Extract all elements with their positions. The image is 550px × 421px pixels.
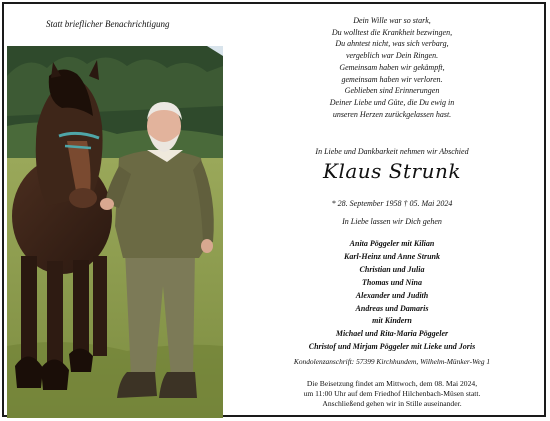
obituary-card bbox=[2, 2, 546, 417]
condolence-address: Kondolenzanschrift: 57399 Kirchhundem, Wilhelm-Münker-Weg 1 bbox=[293, 357, 491, 366]
man-with-horse-photo bbox=[7, 46, 223, 418]
poem-line: gemeinsam haben wir verloren. bbox=[341, 74, 443, 84]
funeral-line: Die Beisetzung findet am Mittwoch, dem 08. Mai 2024, bbox=[306, 379, 478, 388]
portrait-photo bbox=[7, 46, 223, 418]
text-column bbox=[236, 4, 548, 419]
funeral-line: um 11:00 Uhr auf dem Friedhof Hilchenbach-Müsen statt. bbox=[303, 388, 481, 398]
notice-header: Statt brieflicher Benachrichtigung bbox=[46, 19, 170, 29]
deceased-name: Klaus Strunk bbox=[323, 159, 461, 183]
life-dates: * 28. September 1958 † 05. Mai 2024 bbox=[331, 199, 453, 208]
mourner-line: Alexander und Judith bbox=[355, 290, 429, 300]
funeral-info bbox=[236, 379, 548, 408]
mourner-line: Christian und Julia bbox=[359, 264, 425, 274]
mourner-line: Michael und Rita-Maria Pöggeler bbox=[335, 329, 449, 339]
poem-line: unseren Herzen zurückgelassen hast. bbox=[332, 109, 452, 119]
poem-line: Geblieben sind Erinnerungen bbox=[344, 86, 440, 96]
mourner-line: Andreas und Damaris bbox=[355, 303, 429, 313]
mourner-line: Karl-Heinz und Anne Strunk bbox=[344, 251, 440, 261]
funeral-line: Anschließend gehen wir in Stille auseinander. bbox=[322, 398, 462, 408]
poem-line: Dein Wille war so stark, bbox=[353, 16, 431, 25]
mourner-line: mit Kindern bbox=[372, 316, 412, 326]
farewell-line: In Liebe lassen wir Dich gehen bbox=[342, 217, 442, 226]
farewell-intro: In Liebe und Dankbarkeit nehmen wir Abschied bbox=[315, 147, 469, 156]
poem-line: Gemeinsam haben wir gekämpft, bbox=[339, 62, 445, 72]
mourner-line: Christof und Mirjam Pöggeler mit Lieke und Joris bbox=[308, 342, 476, 352]
poem-line: Du ahntest nicht, was sich verbarg, bbox=[335, 39, 449, 49]
poem-line: Deiner Liebe und Güte, die Du ewig in bbox=[329, 97, 455, 107]
poem bbox=[236, 15, 548, 120]
poem-line: Du wolltest die Krankheit bezwingen, bbox=[331, 27, 453, 37]
mourner-line: Anita Pöggeler mit Kilian bbox=[349, 239, 435, 248]
poem-line: vergeblich war Dein Ringen. bbox=[345, 51, 439, 61]
mourner-line: Thomas und Nina bbox=[361, 277, 423, 287]
mourners-list bbox=[236, 238, 548, 354]
